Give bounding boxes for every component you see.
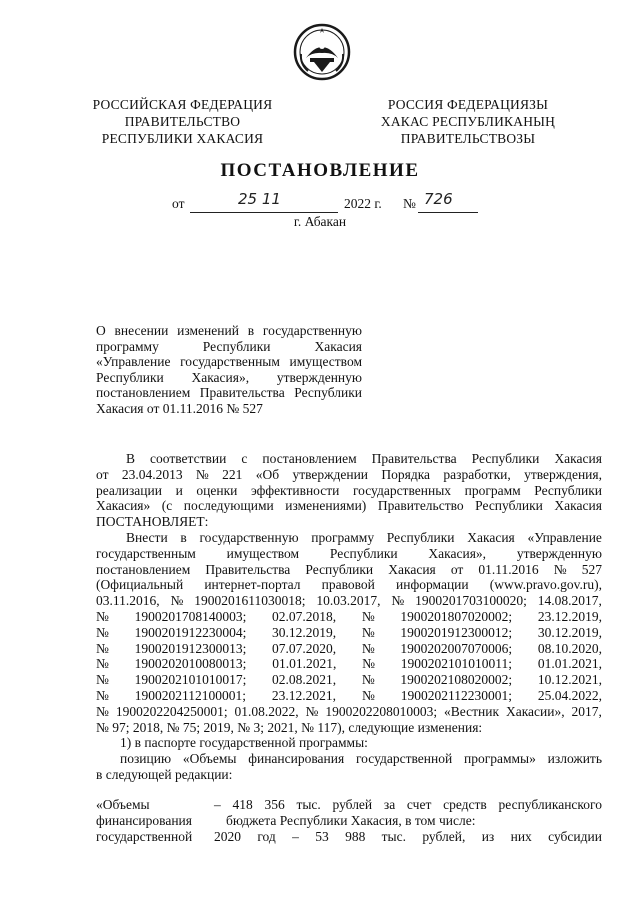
table-value-cell: – 418 356 тыс. рублей за счет средств республиканского <box>214 797 602 812</box>
body-word: № <box>96 703 109 719</box>
body-word: № <box>96 656 109 672</box>
date-year: 2022 г. <box>344 196 382 211</box>
body-word: 10.03.2017, <box>316 593 381 609</box>
body-word: 10.12.2021, <box>537 672 602 688</box>
body-word: постановлением <box>262 451 357 466</box>
body-word: Республики <box>471 451 540 466</box>
body-line <box>96 625 602 641</box>
body-word: 221 <box>222 466 243 482</box>
body-word: Республики <box>386 529 455 545</box>
city-label: г. Абакан <box>293 214 347 229</box>
table-word: 2020 <box>214 828 241 844</box>
body-word: 1900202101010011; <box>400 656 513 672</box>
body-word: 1900201611030018; <box>194 593 306 609</box>
body-word: Хакасия <box>554 498 602 514</box>
body-word: интернет-портал <box>204 577 301 593</box>
body-word: 14.08.2017, <box>537 593 602 609</box>
body-word: изложить <box>547 751 602 767</box>
body-word: Правительства <box>371 451 457 466</box>
body-word: 1900202101010017; <box>134 672 247 688</box>
body-word: № <box>361 624 375 640</box>
document-subject <box>96 323 362 416</box>
table-row <box>96 797 602 813</box>
body-word: Хакасия <box>467 529 515 545</box>
body-word: № <box>362 656 376 672</box>
financing-table <box>96 797 602 844</box>
body-word: 1900201912230004; <box>134 624 247 640</box>
body-word: 08.10.2020, <box>537 640 602 656</box>
body-line <box>96 641 602 657</box>
body-word: 23.04.2013 <box>121 466 183 482</box>
body-word: (с <box>161 498 173 514</box>
table-row <box>96 829 602 845</box>
body-word: и <box>175 482 183 498</box>
body-word: Республики <box>534 482 602 498</box>
body-word: № <box>361 672 375 688</box>
body-word: 1900201912300012; <box>400 624 513 640</box>
body-word: 1900202112100001; <box>134 687 247 703</box>
header-left-line: РОССИЙСКАЯ ФЕДЕРАЦИЯ <box>92 97 273 112</box>
body-word: от <box>96 466 109 482</box>
body-text <box>96 451 602 783</box>
body-line <box>96 688 602 704</box>
body-word: 02.08.2021, <box>272 672 337 688</box>
body-word: 01.11.2016 <box>478 561 539 577</box>
body-word: постановлением <box>96 561 191 577</box>
subject-line: постановлением Правительства Республики <box>96 385 362 400</box>
body-word: утвержденную <box>516 545 602 561</box>
body-line <box>96 609 602 625</box>
table-word: из <box>481 828 495 844</box>
body-word: (Официальный <box>96 577 184 593</box>
body-line <box>96 672 602 688</box>
body-line <box>96 751 602 767</box>
body-word: Хакасия», <box>428 545 487 561</box>
body-word: В <box>126 451 136 466</box>
body-line <box>96 704 602 720</box>
body-word: № <box>170 593 184 609</box>
table-word: рублей, <box>422 828 466 844</box>
body-word: 25.04.2022, <box>537 687 602 703</box>
subject-line: «Управление государственным имуществом <box>96 354 362 369</box>
body-word: № <box>96 687 109 703</box>
body-word: 1900202204250001; <box>115 703 228 719</box>
body-line <box>96 656 602 672</box>
body-word: информации <box>396 577 469 593</box>
subject-line: Республики Хакасия», утвержденную <box>96 369 362 385</box>
body-word: 1900202108020002; <box>400 672 513 688</box>
subject-line: О внесении изменений в государственную <box>96 323 362 338</box>
body-word: № <box>553 561 567 577</box>
body-word: государственной <box>355 751 453 767</box>
body-line: № 97; 2018, № 75; 2019, № 3; 2021, № 117), следующие изменения: <box>96 719 483 735</box>
body-word: 23.12.2019, <box>537 608 602 624</box>
body-word: «Управление <box>527 529 602 545</box>
body-word: 1900202208010003; <box>325 703 438 719</box>
body-line <box>96 483 602 499</box>
body-word: 1900202112230001; <box>400 687 512 703</box>
date-handwritten: 25 11 <box>238 190 281 208</box>
body-word: 30.12.2019, <box>272 624 337 640</box>
body-word: № <box>361 608 375 624</box>
body-word: Хакасия <box>554 451 602 466</box>
body-word: соответствии <box>150 451 227 466</box>
body-word: программ <box>464 482 521 498</box>
body-word: Республики <box>329 545 398 561</box>
body-line <box>96 451 602 467</box>
body-word: № <box>361 640 375 656</box>
body-word: 30.12.2019, <box>537 624 602 640</box>
body-word: № <box>96 672 109 688</box>
table-label-cell: государственной <box>96 828 193 844</box>
body-line <box>96 546 602 562</box>
date-prefix: от <box>172 196 185 211</box>
body-word: реализации <box>96 482 162 498</box>
body-line <box>96 530 602 546</box>
body-line <box>96 467 602 483</box>
body-word: 01.01.2021, <box>537 656 602 672</box>
body-word: программу <box>311 529 375 545</box>
body-word: программы» <box>463 751 536 767</box>
body-word: последующими <box>183 498 274 514</box>
table-word: субсидии <box>548 828 602 844</box>
body-word: Правительства <box>205 561 291 577</box>
body-word: 03.11.2016, <box>96 593 160 609</box>
header-left-block <box>90 96 275 147</box>
body-word: № <box>195 466 209 482</box>
body-word: № <box>96 640 109 656</box>
body-word: № <box>391 593 405 609</box>
body-word: Хакасия <box>388 561 436 577</box>
body-word: 23.12.2021, <box>271 687 337 703</box>
document-type-title: ПОСТАНОВЛЕНИЕ <box>220 160 420 181</box>
body-line: 1) в паспорте государственной программы: <box>120 735 368 751</box>
header-right-block <box>372 96 564 147</box>
body-word: 1900201912300013; <box>134 640 247 656</box>
body-word: Республики <box>475 498 543 514</box>
body-word: эффективности <box>250 482 340 498</box>
body-word: государственную <box>199 529 299 545</box>
body-word: 01.01.2021, <box>272 656 337 672</box>
body-word: 07.07.2020, <box>272 640 337 656</box>
body-word: 527 <box>581 561 602 577</box>
body-line: ПОСТАНОВЛЯЕТ: <box>96 514 209 530</box>
body-word: государственных <box>352 482 452 498</box>
number-sign: № <box>403 196 416 211</box>
table-row <box>96 813 602 829</box>
table-label-cell: «Объемы <box>96 797 150 812</box>
body-word: Хакасия» <box>96 498 151 514</box>
body-word: 01.08.2022, <box>234 703 299 719</box>
header-left-line: РЕСПУБЛИКИ ХАКАСИЯ <box>101 131 264 146</box>
subject-line: программу Республики Хакасия <box>96 338 362 354</box>
table-word: тыс. <box>381 828 406 844</box>
header-left-line: ПРАВИТЕЛЬСТВО <box>124 114 241 129</box>
number-handwritten: 726 <box>424 190 453 208</box>
body-word: «Объемы <box>182 751 237 767</box>
body-word: с <box>241 451 248 466</box>
body-word: «Вестник <box>444 703 500 719</box>
body-word: Правительство <box>377 498 464 514</box>
body-word: Внести <box>126 529 168 545</box>
table-word: 53 <box>315 828 329 844</box>
body-word: оценки <box>196 482 238 498</box>
body-word: (www.pravo.gov.ru), <box>489 577 602 593</box>
body-word: 1900201703100020; <box>415 593 527 609</box>
body-word: № <box>361 687 375 703</box>
body-word: Хакасии», <box>505 703 565 719</box>
table-value-cell: бюджета Республики Хакасия, в том числе: <box>226 812 476 828</box>
body-line <box>96 562 602 578</box>
header-right-line: ПРАВИТЕЛЬСТВОЗЫ <box>400 131 536 146</box>
body-line <box>96 577 602 593</box>
header-right-line: РОССИЯ ФЕДЕРАЦИЯЗЫ <box>387 97 549 112</box>
body-word: 1900201807020002; <box>400 608 513 624</box>
body-word: «Об <box>255 466 280 482</box>
table-word: них <box>510 828 532 844</box>
table-word: – <box>292 828 299 844</box>
body-word: 1900201708140003; <box>134 608 247 624</box>
body-word: утверждении <box>292 466 369 482</box>
body-word: Порядка <box>381 466 431 482</box>
body-word: разработки, <box>443 466 511 482</box>
coat-of-arms-emblem <box>292 22 352 82</box>
body-word: 1900202010080013; <box>134 656 247 672</box>
body-word: № <box>96 624 109 640</box>
body-word: государственным <box>96 545 196 561</box>
table-value-cell <box>214 829 602 845</box>
body-word: № <box>305 703 319 719</box>
body-word: позицию <box>120 751 172 767</box>
body-word: № <box>96 608 109 624</box>
subject-line: Хакасия от 01.11.2016 № 527 <box>96 400 263 416</box>
table-word: 988 <box>345 828 366 844</box>
body-word: 02.07.2018, <box>272 608 337 624</box>
khakassia-coat-of-arms-icon <box>292 22 352 82</box>
body-line <box>96 593 602 609</box>
body-word: утверждения, <box>524 466 602 482</box>
body-word: от <box>450 561 464 577</box>
body-word: имуществом <box>226 545 300 561</box>
table-word: год <box>257 828 276 844</box>
body-word: изменениями) <box>285 498 367 514</box>
header-right-line: ХАКАС РЕСПУБЛИКАНЫҢ <box>380 114 556 129</box>
table-label-cell: финансирования <box>96 812 192 828</box>
body-word: 2017, <box>571 703 602 719</box>
body-word: в <box>180 529 187 545</box>
body-word: финансирования <box>248 751 345 767</box>
body-line: в следующей редакции: <box>96 766 233 782</box>
body-word: Республики <box>305 561 374 577</box>
body-line <box>96 498 602 514</box>
body-word: правовой <box>321 577 375 593</box>
body-word: 1900202007070006; <box>400 640 513 656</box>
